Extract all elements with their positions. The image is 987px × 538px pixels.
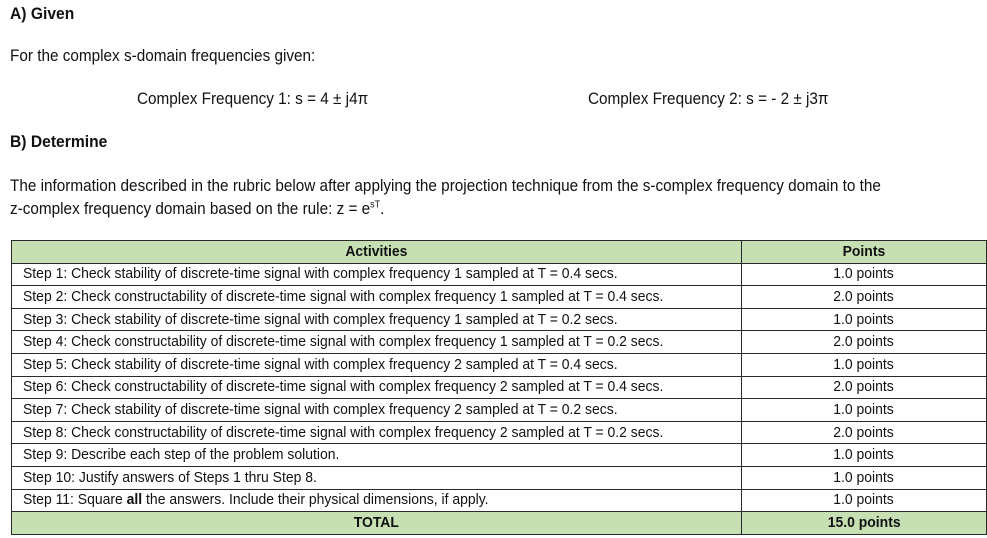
given-intro-text: For the complex s-domain frequencies given: [10, 46, 316, 65]
points-cell: 1.0 points [742, 444, 987, 467]
points-cell: 1.0 points [742, 399, 987, 422]
activity-cell: Step 6: Check constructability of discrete-time signal with complex frequency 2 sampled at T = 0.4 secs. [12, 376, 742, 399]
activity-cell: Step 10: Justify answers of Steps 1 thru Step 8. [12, 466, 742, 489]
points-cell: 2.0 points [742, 421, 987, 444]
activities-column-header: Activities [12, 241, 742, 264]
rubric-row [12, 286, 987, 309]
complex-frequency-2: Complex Frequency 2: s = - 2 ± j3π [588, 89, 829, 108]
rubric-header-row [12, 241, 987, 264]
points-cell: 1.0 points [742, 489, 987, 512]
rubric-row [12, 444, 987, 467]
rubric-total-row [12, 512, 987, 535]
points-cell: 1.0 points [742, 466, 987, 489]
rubric-row [12, 421, 987, 444]
activity-cell: Step 1: Check stability of discrete-time signal with complex frequency 1 sampled at T = 0.4 secs. [12, 263, 742, 286]
points-cell: 1.0 points [742, 308, 987, 331]
section-a-heading: A) Given [10, 4, 75, 23]
determine-description-line-1: The information described in the rubric below after applying the projection technique from the s-complex frequency domain to the [10, 176, 881, 195]
activity-cell: Step 5: Check stability of discrete-time signal with complex frequency 2 sampled at T = 0.4 secs. [12, 353, 742, 376]
rubric-row [12, 263, 987, 286]
rubric-row [12, 308, 987, 331]
rule-exponent: sT [370, 199, 381, 211]
points-cell: 1.0 points [742, 353, 987, 376]
activity-cell: Step 7: Check stability of discrete-time signal with complex frequency 2 sampled at T = 0.2 secs. [12, 399, 742, 422]
points-cell: 2.0 points [742, 331, 987, 354]
rubric-row [12, 331, 987, 354]
rubric-row [12, 376, 987, 399]
points-column-header: Points [742, 241, 987, 264]
activity-cell: Step 11: Square all the answers. Include their physical dimensions, if apply. [12, 489, 742, 512]
activity-cell: Step 3: Check stability of discrete-time signal with complex frequency 1 sampled at T = 0.2 secs. [12, 308, 742, 331]
rubric-body [12, 263, 987, 512]
rubric-table [11, 240, 987, 535]
activity-cell: Step 4: Check constructability of discrete-time signal with complex frequency 1 sampled at T = 0.2 secs. [12, 331, 742, 354]
activity-cell: Step 8: Check constructability of discrete-time signal with complex frequency 2 sampled at T = 0.2 secs. [12, 421, 742, 444]
section-b-heading: B) Determine [10, 132, 108, 151]
rubric-row [12, 489, 987, 512]
rubric-row [12, 399, 987, 422]
points-cell: 1.0 points [742, 263, 987, 286]
total-label: TOTAL [12, 512, 742, 535]
determine-description-line-2 [10, 199, 384, 219]
complex-frequency-1: Complex Frequency 1: s = 4 ± j4π [137, 89, 369, 108]
points-cell: 2.0 points [742, 376, 987, 399]
rule-text: z-complex frequency domain based on the rule: z = e [10, 199, 371, 218]
points-cell: 2.0 points [742, 286, 987, 309]
rule-period: . [380, 199, 385, 218]
rubric-row [12, 353, 987, 376]
activity-cell: Step 9: Describe each step of the problem solution. [12, 444, 742, 467]
rubric-row [12, 466, 987, 489]
total-points: 15.0 points [742, 512, 987, 535]
activity-cell: Step 2: Check constructability of discrete-time signal with complex frequency 1 sampled at T = 0.4 secs. [12, 286, 742, 309]
